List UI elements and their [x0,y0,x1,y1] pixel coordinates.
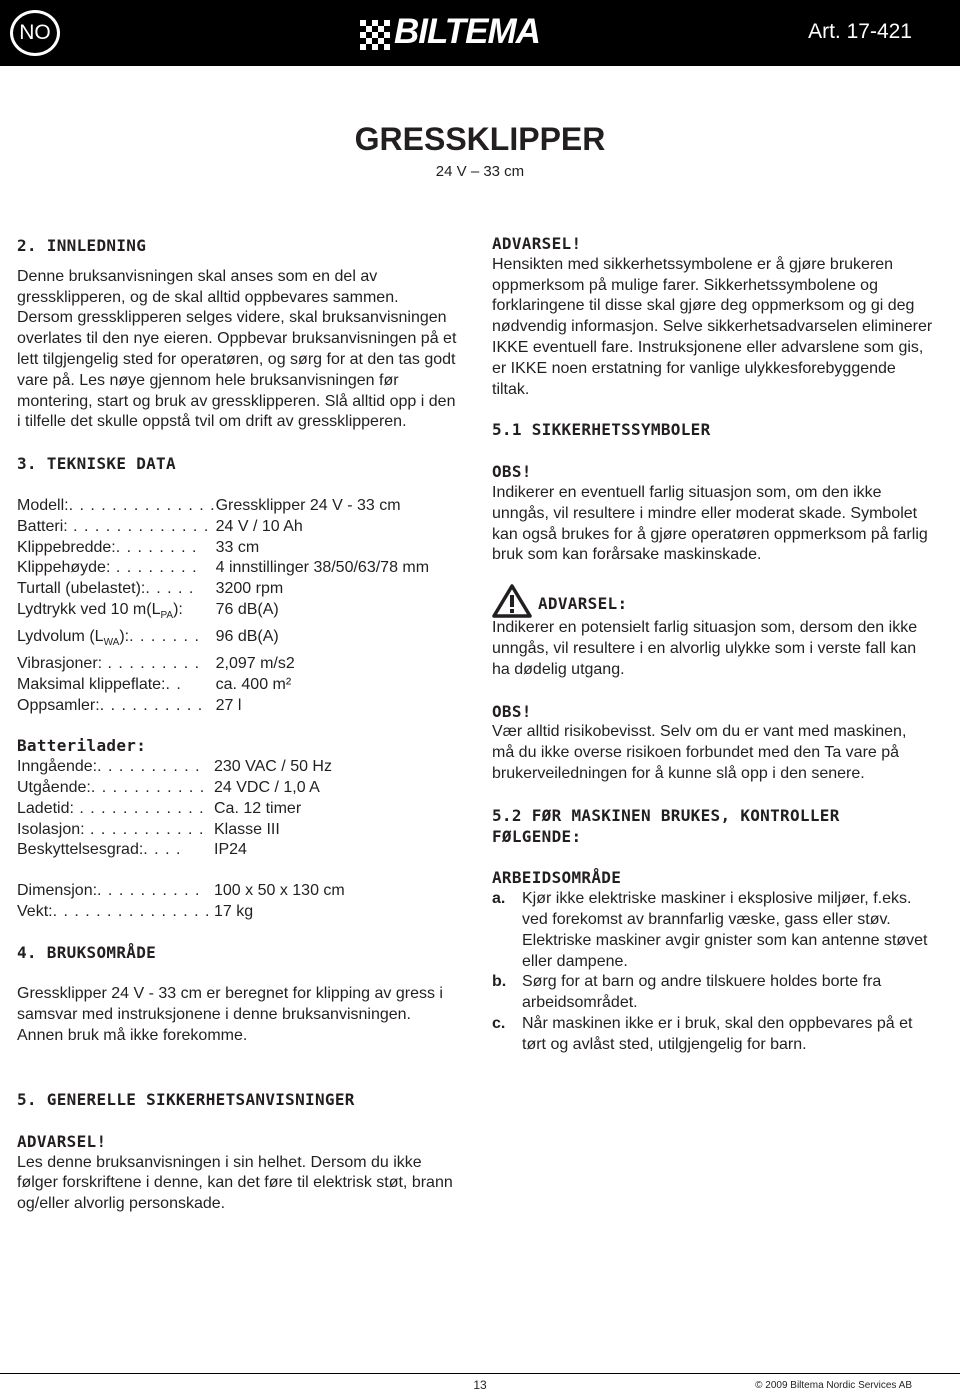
spec-value: Klasse III [214,820,280,838]
advarsel-row [492,584,937,618]
spec-label-text: Vibrasjoner: [17,654,103,672]
spec-row [17,757,332,778]
list-item-letter: a. [492,890,506,908]
spec-row [17,538,429,559]
spec-value: 76 dB(A) [215,600,279,618]
area-heading: ARBEIDSOMRÅDE [492,868,622,888]
general-warning-paragraph: Les denne bruksanvisningen i sin helhet. Dersom du ikke følger forskriftene i denne, kan det føre til elektrisk støt, brann og/eller alvorlig personskade. [17,1153,453,1213]
spec-value: 33 cm [215,538,260,556]
list-item [492,889,937,972]
language-badge: NO [10,10,60,56]
spec-label-text: Maksimal klippeflate: [17,675,166,693]
spec-value: 17 kg [214,902,254,920]
spec-value: 96 dB(A) [215,627,279,645]
spec-label-text: Oppsamler: [17,696,100,714]
advarsel-heading: ADVARSEL: [538,594,628,614]
spec-row [17,627,429,654]
spec-value: Ca. 12 timer [214,799,302,817]
spec-label [17,579,216,600]
spec-leader-dots: . . . . . . . . . . . . . . . [52,902,211,920]
spec-label-text: Ladetid: [17,799,74,817]
usage-paragraph: Gressklipper 24 V - 33 cm er beregnet for klipping av gress i samsvar med instruksjonene i denne bruksanvisningen. Annen bruk må ikke forekomme. [17,985,443,1045]
spec-label [17,840,214,861]
spec-label-text: Inngående: [17,758,98,776]
usage-heading: 4. BRUKSOMRÅDE [17,942,157,962]
intro-heading: 2. INNLEDNING [17,236,147,255]
spec-value: Gressklipper 24 V - 33 cm [215,496,401,514]
spec-row [17,902,345,923]
spec-row [17,778,332,799]
right-column [492,234,937,1056]
spec-value: 4 innstillinger 38/50/63/78 mm [215,559,430,577]
area-list [492,889,937,1055]
spec-leader-dots: . . . . . . . . . . . . [73,799,205,817]
spec-label-text: Klippebredde: [17,538,116,556]
page-subtitle: 24 V – 33 cm [435,163,525,180]
spec-leader-dots: . . . . . . . . . [102,654,201,672]
spec-leader-dots: . . . . . . . . . . . . . [67,517,210,535]
spec-label-text: Batteri: [17,517,68,535]
spec-row [17,517,429,538]
spec-label-text: Isolasjon: [17,820,85,838]
spec-label-text: Beskyttelsesgrad: [17,841,144,859]
list-item [492,1014,937,1056]
spec-leader-dots: . . . . . . . . [115,538,198,556]
spec-label-subscript: PA [160,610,174,622]
left-column [17,234,467,1047]
spec-label-suffix: ): [173,600,183,618]
general-warning-heading: ADVARSEL! [17,1131,107,1151]
list-item-text: Sørg for at barn og andre tilskuere holdes borte fra arbeidsområdet. [522,973,882,1012]
page-number: 13 [473,1378,487,1392]
advarsel-paragraph: Indikerer en potensielt farlig situasjon som, dersom den ikke unngås, vil resultere i en alvorlig ulykke som i verste fall kan ha dødelig utgang. [492,619,918,678]
spec-leader-dots: . . . . . . . . . . . [84,820,205,838]
spec-value: 27 l [215,696,242,714]
obs-heading-2: OBS! [492,701,532,721]
spec-label [17,881,214,902]
spec-label [17,778,214,799]
spec-leader-dots: . . . . . . . . . . [99,696,204,714]
list-item-letter: c. [492,1014,506,1032]
spec-label-text: Modell: [17,496,69,514]
spec-label-text: Lydtrykk ved 10 m(L [17,600,161,618]
obs-heading-1: OBS! [492,462,532,482]
spec-label [17,517,216,538]
spec-row [17,675,429,696]
spec-leader-dots: . . . . . . . . . . . . . . [68,496,216,514]
list-item [492,972,937,1014]
spec-leader-dots: . . . . . [145,580,195,598]
page-title: GRESSKLIPPER [354,121,606,157]
spec-label [17,757,214,778]
spec-label-text: Lydvolum (L [17,627,104,645]
obs-paragraph-1: Indikerer en eventuell farlig situasjon som, om den ikke unngås, vil resultere i mindre eller moderat skade. Symbolet kan også brukes for å gjøre operatøren oppmerksom på farlig bruk som kan forårsake maskinskade. [492,483,928,564]
spec-label [17,558,216,579]
header-bar [0,0,960,66]
spec-leader-dots: . . . . [143,841,182,859]
spec-row [17,654,429,675]
spec-row [17,579,429,600]
spec-leader-dots: . . . . . . . [129,627,200,645]
spec-value: 100 x 50 x 130 cm [214,882,345,900]
checkered-flag-icon [360,20,392,50]
spec-label [17,538,216,559]
spec-label [17,600,216,627]
spec-leader-dots: . . . . . . . . . . [97,882,201,900]
spec-label [17,627,216,654]
check-heading: 5.2 FØR MASKINEN BRUKES, KONTROLLER FØLGENDE: [492,805,840,846]
spec-value: 3200 rpm [215,580,284,598]
spec-value: ca. 400 m² [215,675,292,693]
list-item-text: Når maskinen ikke er i bruk, skal den oppbevares på et tørt og avlåst sted, utilgjengelig for barn. [522,1014,913,1053]
spec-label-text: Dimensjon: [17,882,98,900]
general-safety-section [17,1090,477,1215]
article-number: Art. 17-421 [808,20,912,43]
list-item-text: Kjør ikke elektriske maskiner i eksplosive miljøer, f.eks. ved forekomst av brannfarlig væske, gass eller støv. Elektriske maskiner avgir gnister som kan antenne støvet eller dampene. [522,890,928,970]
footer-divider [0,1373,960,1374]
spec-row [17,840,332,861]
tech-heading: 3. TEKNISKE DATA [17,454,176,474]
spec-label [17,654,216,675]
copyright: © 2009 Biltema Nordic Services AB [755,1380,912,1391]
intro-paragraph: Denne bruksanvisningen skal anses som en del av gressklipperen, og de skal alltid oppbevares sammen. Dersom gressklipperen selges videre, skal bruksanvisningen overlates til den nye eieren. Oppbevar bruksanvisningen på et lett tilgjengelig sted for operatøren, og sørg for at den tas godt vare på. Les nøye gjennom hele bruksanvisningen før montering, start og bruk av gressklipperen. Slå alltid opp i den i tilfelle det skulle oppstå tvil om drift av gressklipperen. [17,267,457,431]
charger-heading: Batterilader: [17,736,147,756]
spec-row [17,820,332,841]
spec-label-text: Klippehøyde: [17,559,111,577]
spec-row [17,799,332,820]
spec-value: 230 VAC / 50 Hz [214,758,332,776]
spec-row [17,558,429,579]
biltema-logo [360,12,600,51]
spec-label [17,496,216,517]
spec-label [17,696,216,717]
spec-label-suffix: ): [119,627,130,645]
dimension-spec-table [17,881,345,923]
spec-row [17,696,429,717]
brand-name: BILTEMA [394,12,540,51]
spec-row [17,881,345,902]
spec-leader-dots: . . . . . . . . . . [97,758,201,776]
spec-value: 2,097 m/s2 [215,654,295,672]
spec-label-text: Turtall (ubelastet): [17,580,146,598]
spec-label-text: Utgående: [17,778,91,796]
spec-value: 24 VDC / 1,0 A [214,778,320,796]
warning-paragraph: Hensikten med sikkerhetssymbolene er å gjøre brukeren oppmerksom på mulige farer. Sikkerhetssymbolene og forklaringene til disse skal gjøre deg oppmerksom og gi deg nødvendig informasjon. Selve sikkerhetsadvarselen eliminerer IKKE eventuell fare. Instruksjonene eller advarslene som gis, er IKKE noen erstatning for vanlige ulykkesforebyggende tiltak. [492,255,933,398]
tech-spec-table [17,496,429,716]
spec-label-subscript: WA [103,637,120,649]
spec-label [17,902,214,923]
spec-label-text: Vekt: [17,902,53,920]
spec-leader-dots: . . . . . . . . [110,559,198,577]
spec-row [17,600,429,627]
spec-label [17,675,216,696]
symbols-heading: 5.1 SIKKERHETSSYMBOLER [492,420,711,440]
charger-spec-table [17,757,332,861]
spec-row [17,496,429,517]
spec-label [17,820,214,841]
list-item-letter: b. [492,973,507,991]
warning-heading: ADVARSEL! [492,234,582,253]
spec-value: 24 V / 10 Ah [215,517,303,535]
general-heading: 5. GENERELLE SIKKERHETSANVISNINGER [17,1090,355,1109]
spec-label [17,799,214,820]
spec-leader-dots: . . . . . . . . . . . [90,778,206,796]
spec-leader-dots: . . [165,675,182,693]
obs-paragraph-2: Vær alltid risikobevisst. Selv om du er vant med maskinen, må du ikke overse risikoen forbundet med den Ta vare på brukerveiledningen for å kunne slå opp i den senere. [492,723,907,782]
spec-value: IP24 [214,841,247,859]
warning-triangle-icon [492,584,532,618]
